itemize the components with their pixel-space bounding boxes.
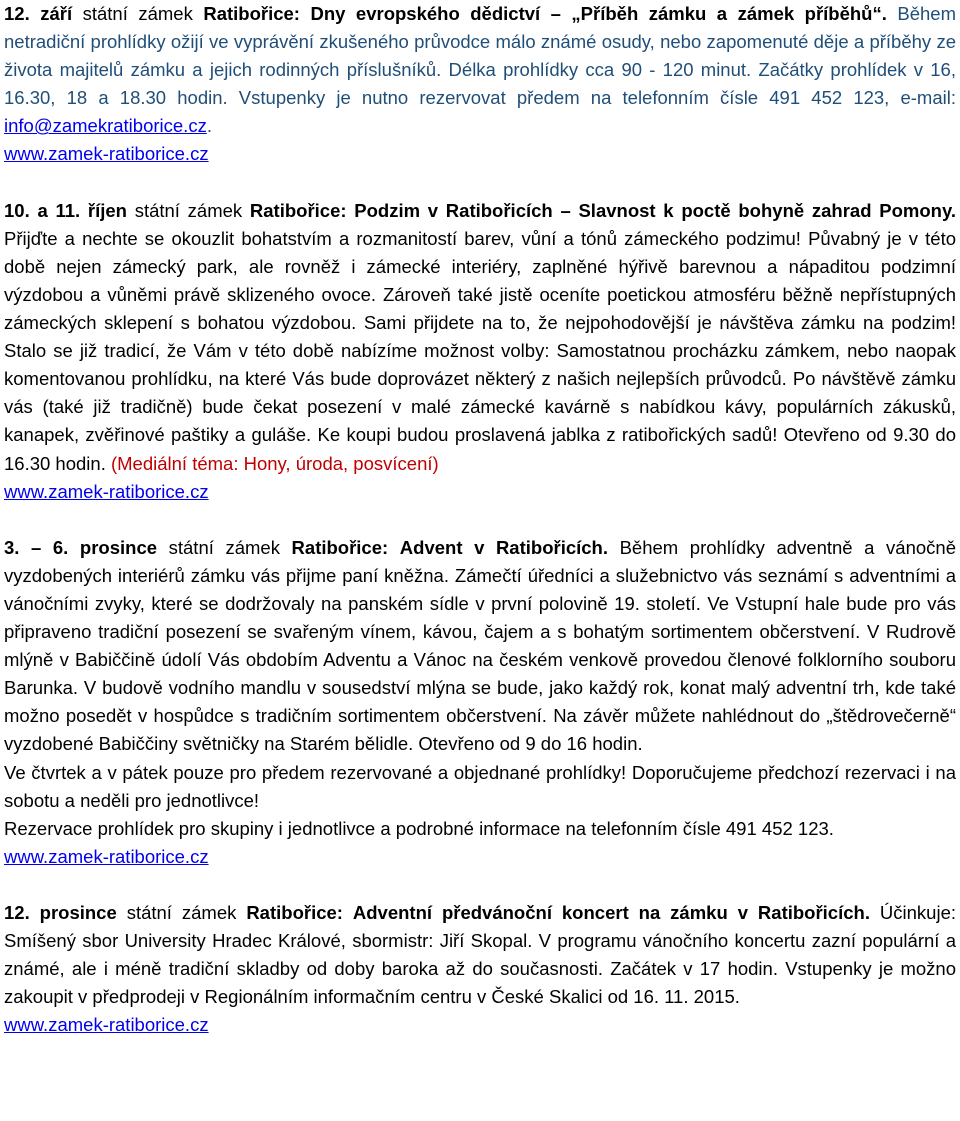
event-podzim-v-ratiboricich <box>4 197 956 506</box>
venue-name: Ratibořice: <box>291 536 389 558</box>
event-paragraph <box>4 534 956 759</box>
event-advent-v-ratiboricich <box>4 534 956 871</box>
event-adventni-koncert <box>4 899 956 1039</box>
event-title: Podzim v Ratibořicích – Slavnost k poctě bohyně zahrad Pomony. <box>354 199 956 221</box>
website-link[interactable]: www.zamek-ratiborice.cz <box>4 1014 209 1036</box>
event-description: Účinkuje: Smíšený sbor University Hradec Králové, sbormistr: Jiří Skopal. V programu vánočního koncertu zazní populární a známé, ale i méně tradiční skladby od doby baroka až do současnosti. Začátek v 17 hodin. Vstupenky je možno zakoupit v předprodeji v Regionálním informačním centru v České Skalici od 16. 11. 2015. <box>4 902 956 1008</box>
venue-name: Ratibořice: <box>249 199 347 221</box>
venue-prefix: státní zámek <box>126 902 237 923</box>
event-title: Adventní předvánoční koncert na zámku v Ratibořicích. <box>352 902 870 923</box>
venue-name: Ratibořice: <box>203 3 300 24</box>
reservation-note: Ve čtvrtek a v pátek pouze pro předem rezervované a objednané prohlídky! Doporučujeme předchozí rezervaci i na sobotu a neděli pro jednotlivce! <box>4 761 956 811</box>
event-paragraph <box>4 0 956 140</box>
venue-prefix: státní zámek <box>168 536 280 558</box>
spacer <box>4 169 956 197</box>
event-date: 3. – 6. prosince <box>4 536 158 558</box>
event-description: Přijďte a nechte se okouzlit bohatstvím a rozmanitostí barev, vůní a tónů zámeckého podzimu! Půvabný je v této době nejen zámecký park, ale rovněž i zámecké interiéry, zaplněné hýřivě barevnou a nápaditou podzimní výzdobou a vůněmi právě sklizeného ovoce. Zároveň také jistě oceníte poetickou atmosféru běžně nepřístupných zámeckých sklepení s bohatou výzdobou. Sami přijdete na to, že nejpohodovější je návštěva zámku na podzim! Stalo se již tradicí, že Vám v této době nabízíme možnost volby: Samostatnou procházku zámkem, nebo naopak komentovanou prohlídku, na které Vás bude doprovázet některý z našich nejlepších průvodců. Po návštěvě zámku vás (také již tradičně) bude čekat posezení v malé zámecké kavárně s nabídkou kávy, populárních zákusků, kanapek, zvěřinové paštiky a guláše. Ke koupi budou proslavená jablka z ratibořických sadů! Otevřeno od 9.30 do 16.30 hodin. <box>4 227 956 474</box>
event-description: Během netradiční prohlídky ožijí ve vyprávění zkušeného průvodce málo známé osudy, nebo zapomenuté děje a příběhy ze života majitelů zámku a jejich rodinných příslušníků. Délka prohlídky cca 90 - 120 minut. Začátky prohlídek v 16, 16.30, 18 a 18.30 hodin. Vstupenky je nutno rezervovat předem na telefonním čísle 491 452 123, e-mail: <box>4 3 956 109</box>
venue-name: Ratibořice: <box>246 902 343 923</box>
event-title: Dny evropského dědictví – „Příběh zámku a zámek příběhů“. <box>310 3 887 24</box>
event-dny-evropskeho-dedictvi <box>4 0 956 169</box>
website-link[interactable]: www.zamek-ratiborice.cz <box>4 143 209 165</box>
venue-prefix: státní zámek <box>82 3 193 24</box>
event-description: Během prohlídky adventně a vánočně vyzdobených interiérů zámku vás přijme paní kněžna. Zámečtí úředníci a služebnictvo vás seznámí s adventními a vánočními zvyky, které se dodržovaly na panském sídle v první polovině 19. století. Ve Vstupní hale bude pro vás připraveno tradiční posezení se svařeným vínem, kávou, čajem a s bohatým sortimentem občerstvení. V Rudrově mlýně v Babiččině údolí Vás obdobím Adventu a Vánoc na českém venkově provedou členové folklorního souboru Barunka. V budově vodního mandlu v sousedství mlýna se bude, jako každý rok, konat malý adventní trh, kde také možno posedět v hospůdce s tradičním sortimentem občerstvení. Na závěr můžete nahlédnout do „štědrovečerně“ vyzdobené Babiččiny světničky na Starém bělidle. Otevřeno od 9 do 16 hodin. <box>4 536 956 755</box>
event-date: 12. září <box>4 3 73 24</box>
email-link[interactable]: info@zamekratiborice.cz <box>4 115 207 137</box>
venue-prefix: státní zámek <box>134 199 243 221</box>
website-link[interactable]: www.zamek-ratiborice.cz <box>4 845 209 867</box>
event-date: 10. a 11. říjen <box>4 199 127 221</box>
media-theme: (Mediální téma: Hony, úroda, posvícení) <box>110 452 439 474</box>
website-link[interactable]: www.zamek-ratiborice.cz <box>4 480 209 502</box>
event-paragraph <box>4 197 956 478</box>
email-suffix: . <box>206 115 212 137</box>
event-date: 12. prosince <box>4 902 117 923</box>
event-title: Advent v Ratibořicích. <box>399 536 608 558</box>
spacer <box>4 871 956 899</box>
spacer <box>4 506 956 534</box>
group-reservation-note: Rezervace prohlídek pro skupiny i jednotlivce a podrobné informace na telefonním čísle 491 452 123. <box>4 817 834 839</box>
event-paragraph <box>4 899 956 1011</box>
